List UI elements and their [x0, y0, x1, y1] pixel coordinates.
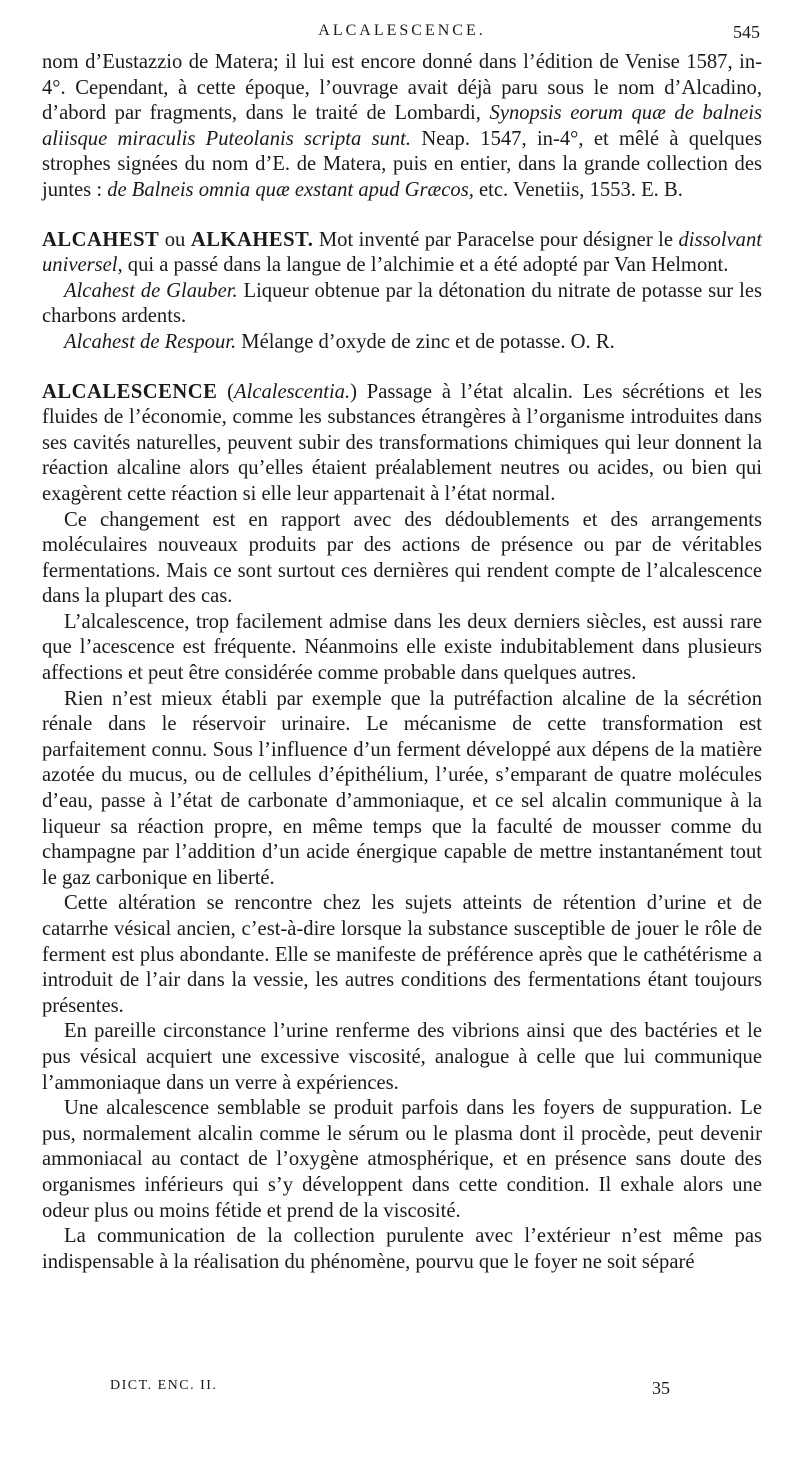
page-footer — [110, 1378, 670, 1402]
text-run: L’alcalescence, trop facilement admise dans les deux derniers siècles, est aussi rare que l’acescence est fréquente. Néanmoins elle existe indubitablement dans plusieurs affections et peut être considérée comme probable dans quelques autres. — [42, 610, 762, 685]
paragraph — [42, 228, 762, 279]
text-run: Liqueur obtenue par la détonation du nitrate de potasse sur les charbons ardents. — [42, 279, 762, 328]
text-run: etc. Venetiis, 1553. E. B. — [473, 178, 683, 201]
folio-number: 35 — [652, 1378, 670, 1398]
text-run: Rien n’est mieux établi par exemple que la putréfaction alcaline de la sécrétion rénale dans le réservoir urinaire. Le mécanisme de cette transformation est parfaitement connu. Sous l’influence d’un ferment développé aux dépens de la matière azotée du mucus, ou de cellules d’épithélium, l’urée, s’emparant de quatre molécules d’eau, passe à l’état de carbonate d’ammoniaque, et ce sel alcalin communique à la liqueur sa réaction propre, en même temps que la faculté de mousser comme du champagne par l’addition d’un acide énergique capable de mettre instantanément tout le gaz carbonique en liberté. — [42, 687, 762, 889]
paragraph — [42, 687, 762, 892]
paragraph — [42, 50, 762, 204]
signature-mark: DICT. ENC. II. — [110, 1378, 218, 1393]
article-body — [42, 50, 762, 1275]
paragraph — [42, 1224, 762, 1275]
running-head — [42, 0, 762, 50]
text-run: ) Passage à l’état alcalin. Les sécrétions et les fluides de l’économie, comme les substances étrangères à l’organisme introduites dans ses cavités naturelles, peuvent subir des transformations chimiques qui leur donnent la réaction alcaline alors qu’elles étaient préalablement neutres ou acides, ou bien qui exagèrent cette réaction si elle leur appartenait à l’état normal. — [42, 380, 762, 505]
text-run: En pareille circonstance l’urine renferme des vibrions ainsi que des bactéries et le pus vésical acquiert une excessive viscosité, analogue à celle que lui communique l’ammoniaque dans un verre à expériences. — [42, 1020, 762, 1094]
paragraph — [42, 330, 762, 356]
paragraph — [42, 1019, 762, 1096]
entry-continuation — [42, 50, 762, 204]
text-run: qui a passé dans la langue de l’alchimie et a été adopté par Van Helmont. — [122, 254, 729, 277]
paragraph — [42, 508, 762, 610]
text-run: Neap. 1547, in-4°, et mêlé à quelques strophes signées du nom d’E. de Matera, puis en entier, dans la grande collection des juntes : — [42, 127, 763, 201]
text-run: Ce changement est en rapport avec des dédoublements et des arrangements moléculaires nouveaux produits par des actions de présence ou par de véritables fermentations. Mais ce sont surtout ces dernières qui rendent compte de l’alcalescence dans la plupart des cas. — [42, 508, 762, 608]
text-run: Mélange d’oxyde de zinc et de potasse. O. R. — [236, 330, 615, 353]
headword: ALCAHEST — [42, 228, 160, 251]
italic-text: de Balneis omnia quæ exstant apud Græcos, — [107, 178, 474, 201]
text-run: Cette altération se rencontre chez les sujets atteints de rétention d’urine et de catarrhe vésical ancien, c’est-à-dire lorsque la substance susceptible de jouer le rôle de ferment est plus abondante. Elle se manifeste de préférence après que le cathétérisme a introduit de l’air dans la vessie, les autres conditions des fermentations étant toujours présentes. — [42, 892, 762, 1017]
running-title: ALCALESCENCE. — [318, 22, 486, 39]
text-run: nom d’Eustazzio de Matera; il lui est encore donné dans l’édition de Venise 1587, in-4°. Cependant, à cette époque, l’ouvrage avait déjà paru sous le nom d’Alcadino, d’abord par fragments, dans le traité de Lombardi, — [42, 51, 762, 125]
text-run: ( — [217, 380, 235, 403]
paragraph — [42, 279, 762, 330]
headword: ALKAHEST. — [190, 228, 314, 251]
text-run: Mot inventé par Paracelse pour désigner le — [313, 228, 679, 251]
italic-text: Alcahest de Respour. — [64, 330, 237, 353]
italic-text: Alcahest de Glauber. — [64, 279, 238, 302]
italic-text: Synopsis eorum quæ de balneis aliisque miraculis Puteolanis scripta sunt. — [42, 102, 762, 150]
italic-text: Alcalescentia. — [234, 380, 351, 403]
text-run: ou — [159, 228, 191, 251]
entry-alcalescence — [42, 380, 762, 1276]
paragraph — [42, 1096, 762, 1224]
paragraph — [42, 380, 762, 508]
paragraph — [42, 891, 762, 1019]
entry-alcahest — [42, 228, 762, 356]
italic-text: dissolvant universel, — [42, 228, 762, 277]
text-run: La communication de la collection purulente avec l’extérieur n’est même pas indispensable à la réalisation du phénomène, pourvu que le foyer ne soit séparé — [42, 1225, 762, 1273]
page-number: 545 — [733, 22, 760, 42]
paragraph — [42, 610, 762, 687]
headword: ALCALESCENCE — [42, 380, 218, 403]
text-run: Une alcalescence semblable se produit parfois dans les foyers de suppuration. Le pus, normalement alcalin comme le sérum ou le plasma dont il procède, peut devenir ammoniacal au contact de l’oxygène atmosphérique, et en présence sans doute des organismes inférieurs qui s’y développent dans cette condition. Il exhale alors une odeur plus ou moins fétide et prend de la viscosité. — [42, 1097, 762, 1222]
